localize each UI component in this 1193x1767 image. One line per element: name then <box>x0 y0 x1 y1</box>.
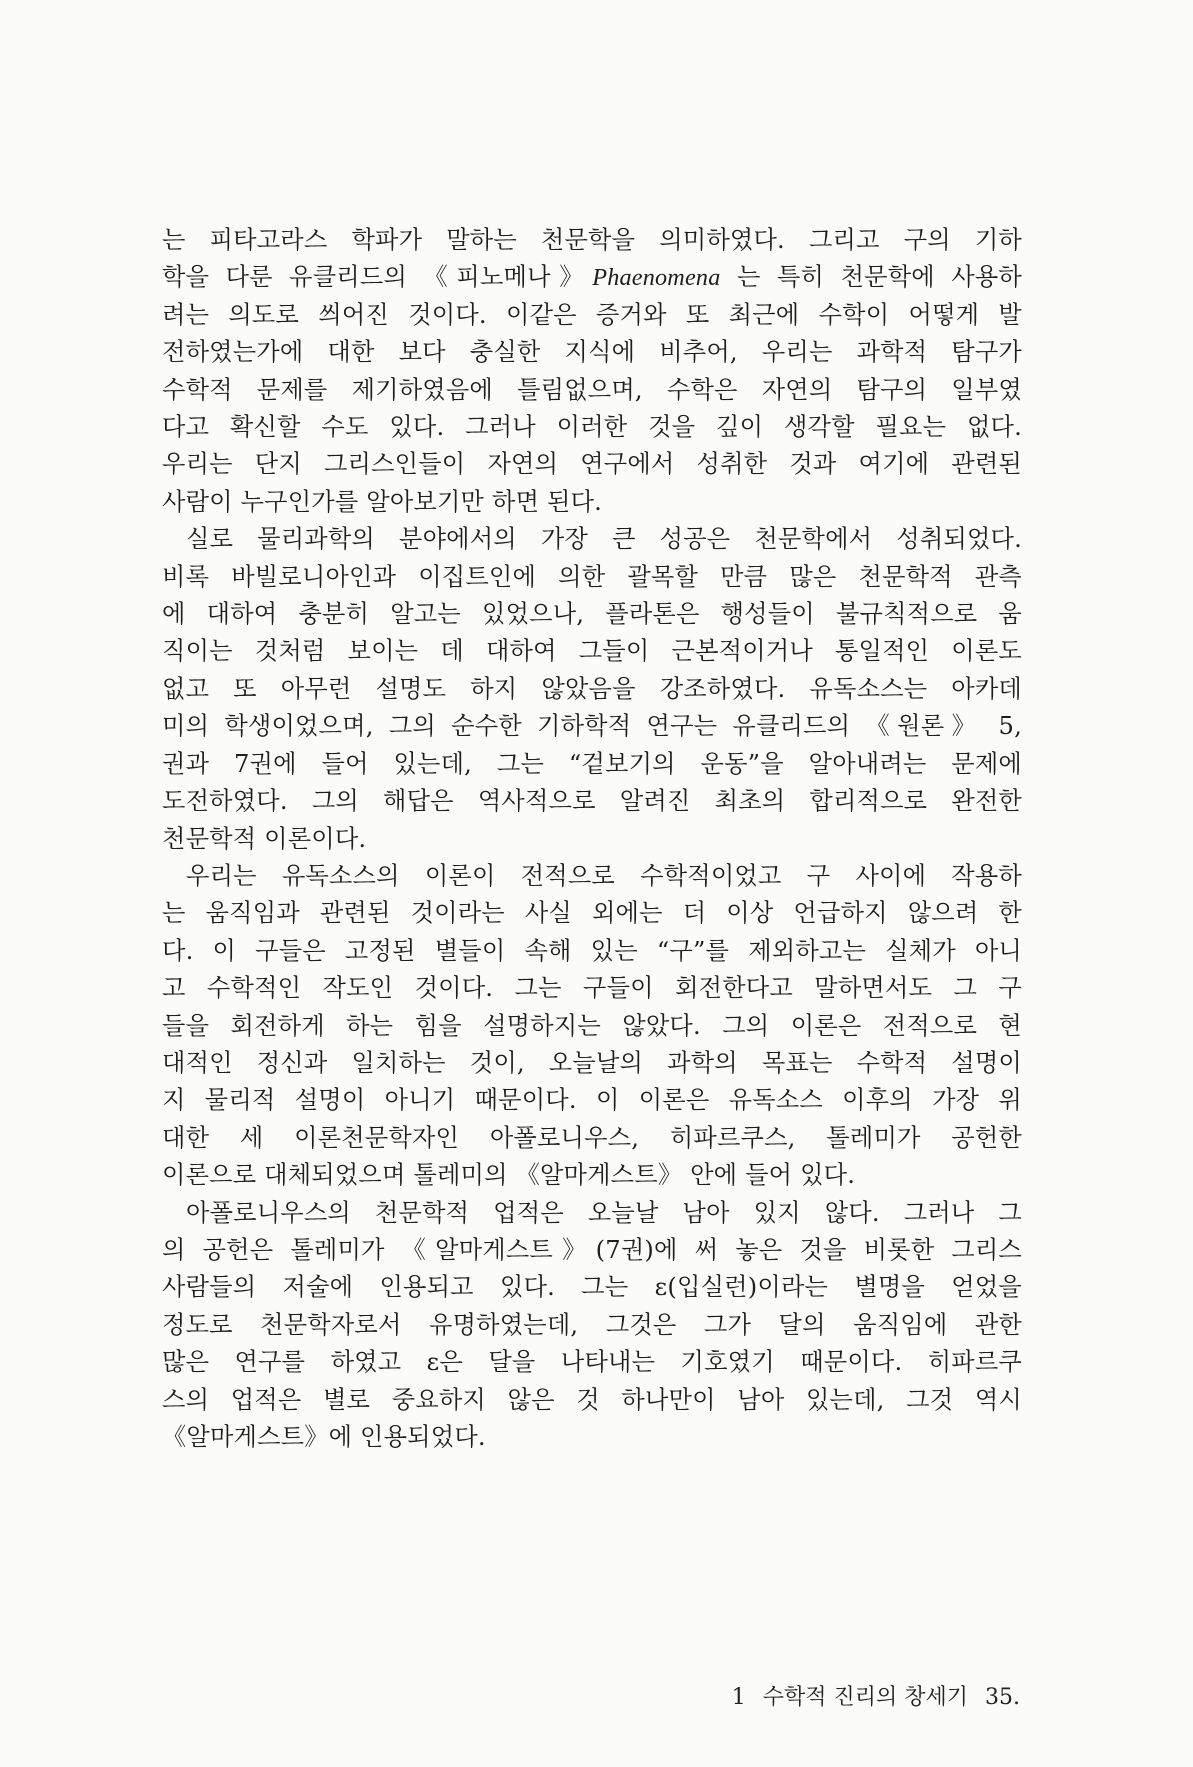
text-line: 의 공헌은 톨레미가 《알마게스트》(7권)에 써 놓은 것을 비롯한 그리스 <box>162 1235 1022 1264</box>
text-line: 수학적 문제를 제기하였음에 틀림없으며, 수학은 자연의 탐구의 일부였 <box>162 375 1022 404</box>
text-line: 다고 확신할 수도 있다. 그러나 이러한 것을 깊이 생각할 필요는 없다. <box>162 413 1022 442</box>
text-line: 에 대하여 충분히 알고는 있었으나, 플라톤은 행성들이 불규칙적으로 움 <box>162 600 1022 629</box>
text-line: 우리는 유독소스의 이론이 전적으로 수학적이었고 구 사이에 작용하 <box>186 861 1022 890</box>
running-footer <box>660 1680 1020 1711</box>
text-line: 정도로 천문학자로서 유명하였는데, 그것은 그가 달의 움직임에 관한 <box>162 1310 1022 1339</box>
chapter-number: 1 <box>731 1685 746 1710</box>
body-text <box>162 222 1022 1456</box>
text-line: 는 움직임과 관련된 것이라는 사실 외에는 더 이상 언급하지 않으려 한 <box>162 899 1022 928</box>
text-line: 우리는 단지 그리스인들이 자연의 연구에서 성취한 것과 여기에 관련된 <box>162 450 1022 479</box>
paragraph-4 <box>162 1195 1022 1457</box>
text-line: 사람이 누구인가를 알아보기만 하면 된다. <box>162 487 603 516</box>
text-segment: 는 특히 천문학에 사용하 <box>720 263 1022 292</box>
paragraph-1 <box>162 222 1022 521</box>
text-line: 도전하였다. 그의 해답은 역사적으로 알려진 최초의 합리적으로 완전한 <box>162 787 1022 816</box>
latin-title: Phaenomena <box>592 264 721 292</box>
text-line: 려는 의도로 씌어진 것이다. 이같은 증거와 또 최근에 수학이 어떻게 발 <box>162 300 1022 329</box>
paragraph-2 <box>162 521 1022 858</box>
text-line: 천문학적 이론이다. <box>162 824 367 853</box>
text-line: 권과 7권에 들어 있는데, 그는 “겉보기의 운동”을 알아내려는 문제에 <box>162 749 1022 778</box>
text-segment: 학을 다룬 유클리드의 《피노메나》 <box>162 263 593 292</box>
text-line: 아폴로니우스의 천문학적 업적은 오늘날 남아 있지 않다. 그러나 그 <box>186 1198 1022 1227</box>
text-line: 다. 이 구들은 고정된 별들이 속해 있는 “구”를 제외하고는 실체가 아니 <box>162 936 1022 965</box>
text-line: 《알마게스트》에 인용되었다. <box>162 1423 486 1451</box>
text-line: 전하였는가에 대한 보다 충실한 지식에 비추어, 우리는 과학적 탐구가 <box>162 338 1022 367</box>
text-line: 사람들의 저술에 인용되고 있다. 그는 ε(입실런)이라는 별명을 얻었을 <box>162 1273 1022 1302</box>
text-line: 스의 업적은 별로 중요하지 않은 것 하나만이 남아 있는데, 그것 역시 <box>162 1385 1022 1414</box>
text-line: 고 수학적인 작도인 것이다. 그는 구들이 회전한다고 말하면서도 그 구 <box>162 974 1022 1003</box>
text-line: 대적인 정신과 일치하는 것이, 오늘날의 과학의 목표는 수학적 설명이 <box>162 1048 1022 1077</box>
text-line: 미의 학생이었으며, 그의 순수한 기하학적 연구는 유클리드의 《원론》 5, <box>162 712 1022 741</box>
chapter-title: 수학적 진리의 창세기 <box>762 1685 968 1710</box>
text-line: 들을 회전하게 하는 힘을 설명하지는 않았다. 그의 이론은 전적으로 현 <box>162 1011 1022 1040</box>
text-line: 비록 바빌로니아인과 이집트인에 의한 괄목할 만큼 많은 천문학적 관측 <box>162 562 1022 591</box>
text-line <box>162 259 1022 296</box>
text-line: 는 피타고라스 학파가 말하는 천문학을 의미하였다. 그리고 구의 기하 <box>162 226 1022 254</box>
text-line: 직이는 것처럼 보이는 데 대하여 그들이 근본적이거나 통일적인 이론도 <box>162 637 1022 666</box>
text-line: 많은 연구를 하였고 ε은 달을 나타내는 기호였기 때문이다. 히파르쿠 <box>162 1348 1022 1377</box>
paragraph-3 <box>162 858 1022 1195</box>
page-number: 35. <box>985 1685 1020 1710</box>
text-line: 없고 또 아무런 설명도 하지 않았음을 강조하였다. 유독소스는 아카데 <box>162 674 1022 703</box>
text-line: 대한 세 이론천문학자인 아폴로니우스, 히파르쿠스, 톨레미가 공헌한 <box>162 1123 1022 1152</box>
text-line: 이론으로 대체되었으며 톨레미의 《알마게스트》 안에 들어 있다. <box>162 1161 856 1190</box>
text-line: 실로 물리과학의 분야에서의 가장 큰 성공은 천문학에서 성취되었다. <box>186 525 1022 554</box>
text-line: 지 물리적 설명이 아니기 때문이다. 이 이론은 유독소스 이후의 가장 위 <box>162 1086 1022 1115</box>
